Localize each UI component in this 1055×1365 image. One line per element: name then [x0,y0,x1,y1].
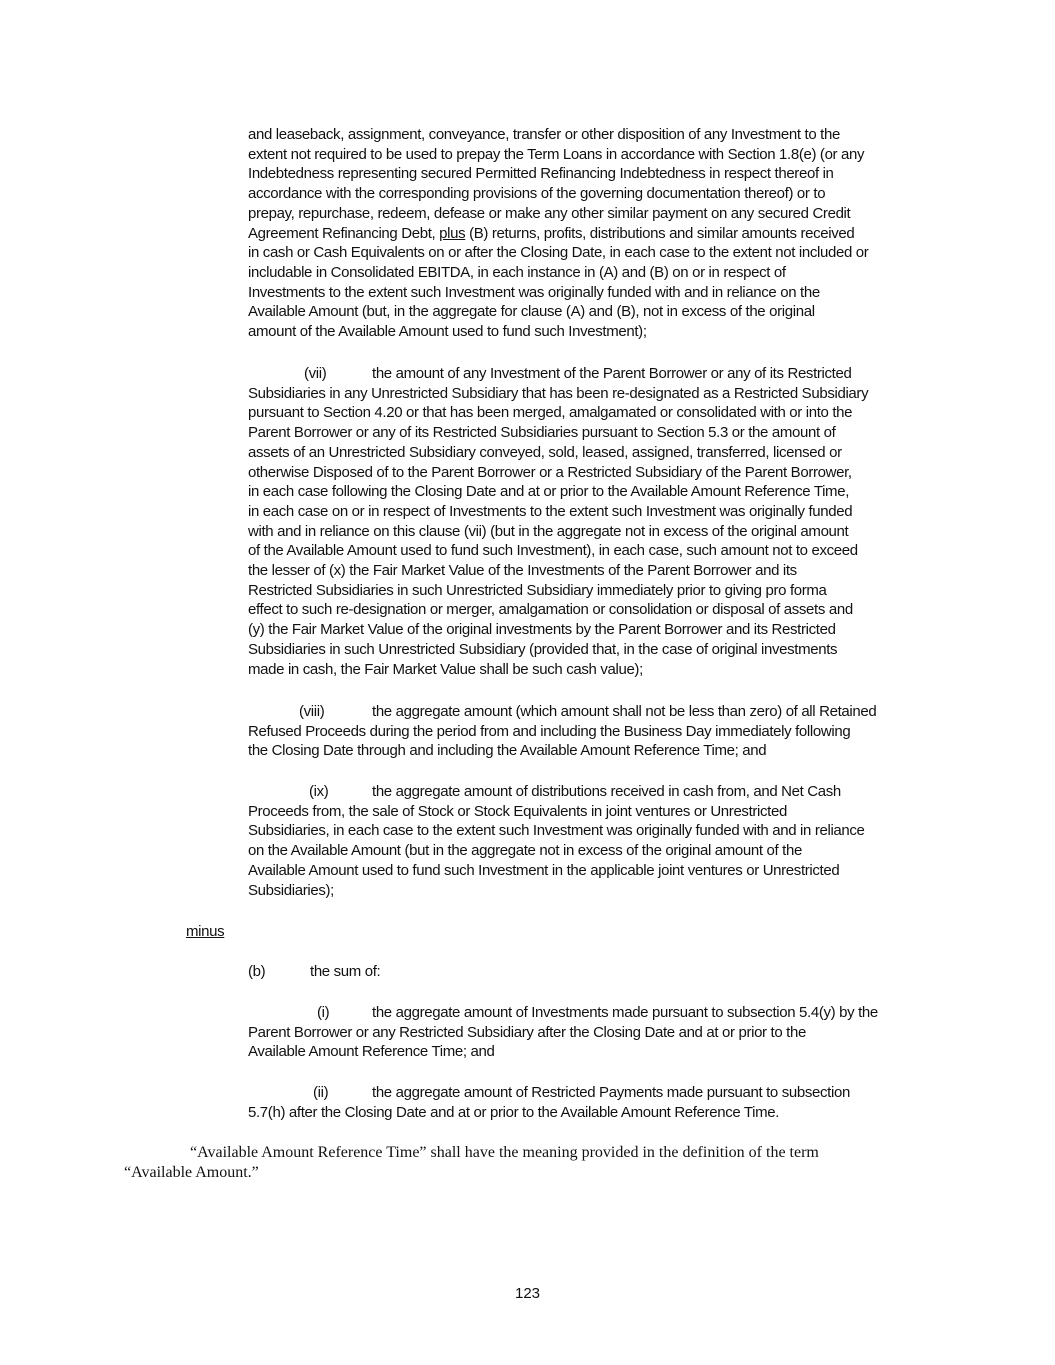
clause-ix [248,782,865,900]
clause-viii [248,702,876,761]
text-line: Subsidiaries, in each case to the extent such Investment was originally funded with and in reliance [248,822,865,840]
text-line: otherwise Disposed of to the Parent Borrower or a Restricted Subsidiary of the Parent Borrower, [248,463,852,481]
text-line: assets of an Unrestricted Subsidiary conveyed, sold, leased, assigned, transferred, licensed or [248,443,842,461]
text-segment: (B) returns, profits, distributions and similar amounts received [465,224,855,242]
text-line: the lesser of (x) the Fair Market Value of the Investments of the Parent Borrower and its [248,562,797,580]
clause-text: the aggregate amount of distributions received in cash from, and Net Cash [372,783,841,800]
text-line: in each case on or in respect of Investments to the extent such Investment was originally funded [248,502,853,520]
text-line: Indebtedness representing secured Permitted Refinancing Indebtedness in respect thereof in [248,165,834,183]
minus-connector [186,922,224,942]
text-line: Investments to the extent such Investment was originally funded with and in reliance on the [248,283,820,301]
clause-b [248,962,380,982]
clause-number: (ix) [309,783,329,800]
plus-underlined: plus [439,224,466,242]
text-line: pursuant to Section 4.20 or that has been merged, amalgamated or consolidated with or into the [248,404,853,422]
text-line: on the Available Amount (but in the aggregate not in excess of the original amount of the [248,842,802,860]
text-line [248,224,868,244]
text-line: includable in Consolidated EBITDA, in each instance in (A) and (B) on or in respect of [248,263,786,281]
definition-line: “Available Amount.” [124,1164,259,1181]
text-line: Refused Proceeds during the period from and including the Business Day immediately following [248,722,851,740]
clause-text: the aggregate amount of Investments made pursuant to subsection 5.4(y) by the [372,1004,878,1021]
definition-line: “Available Amount Reference Time” shall have the meaning provided in the definition of the term [190,1144,819,1161]
paragraph-continuation [248,125,868,342]
text-line: extent not required to be used to prepay the Term Loans in accordance with Section 1.8(e) (or any [248,145,865,163]
clause-first-line [248,702,876,722]
text-line: made in cash, the Fair Market Value shall be such cash value); [248,660,643,678]
text-line: in each case following the Closing Date and at or prior to the Available Amount Reference Time, [248,483,850,501]
text-line: (y) the Fair Market Value of the original investments by the Parent Borrower and its Restricted [248,621,836,639]
clause-ii [248,1083,850,1122]
clause-number: (ii) [313,1084,329,1101]
text-line: accordance with the corresponding provisions of the governing documentation thereof) or to [248,185,826,203]
text-line: prepay, repurchase, redeem, defease or make any other similar payment on any secured Credit [248,204,851,222]
clause-first-line [248,782,865,802]
text-line: with and in reliance on this clause (vii) (but in the aggregate not in excess of the original amount [248,522,849,540]
minus-underlined: minus [186,923,225,940]
clause-number: (viii) [299,703,325,720]
text-line: in cash or Cash Equivalents on or after the Closing Date, in each case to the extent not included or [248,244,869,262]
clause-text: the amount of any Investment of the Parent Borrower or any of its Restricted [372,365,852,382]
clause-text: the aggregate amount (which amount shall not be less than zero) of all Retained [372,703,877,720]
text-line: Available Amount Reference Time; and [248,1043,495,1061]
clause-number: (b) [248,963,266,980]
text-line: Subsidiaries); [248,881,334,899]
text-line: amount of the Available Amount used to fund such Investment); [248,323,647,341]
text-line: Available Amount used to fund such Investment in the applicable joint ventures or Unrestricted [248,861,840,879]
clause-first-line [248,1083,850,1103]
clause-first-line [248,1003,878,1023]
text-line: Subsidiaries in such Unrestricted Subsidiary (provided that, in the case of original investments [248,640,838,658]
text-line: effect to such re-designation or merger, amalgamation or consolidation or disposal of assets and [248,601,853,619]
text-line: Parent Borrower or any of its Restricted Subsidiaries pursuant to Section 5.3 or the amount of [248,424,836,442]
clause-number: (i) [317,1004,330,1021]
text-line: Restricted Subsidiaries in such Unrestricted Subsidiary immediately prior to giving pro forma [248,581,827,599]
clause-text: the aggregate amount of Restricted Payments made pursuant to subsection [372,1084,850,1101]
text-line: of the Available Amount used to fund such Investment), in each case, such amount not to exceed [248,542,858,560]
text-line: the Closing Date through and including the Available Amount Reference Time; and [248,742,767,760]
clause-text: the sum of: [310,963,381,980]
clause-vii [248,364,868,679]
page-number: 123 [514,1285,541,1302]
text-line: Proceeds from, the sale of Stock or Stock Equivalents in joint ventures or Unrestricted [248,802,787,820]
text-line: Parent Borrower or any Restricted Subsidiary after the Closing Date and at or prior to the [248,1023,806,1041]
text-segment: Agreement Refinancing Debt, [248,224,440,242]
text-line: Subsidiaries in any Unrestricted Subsidiary that has been re-designated as a Restricted Subsidiary [248,384,869,402]
text-line: Available Amount (but, in the aggregate for clause (A) and (B), not in excess of the original [248,303,815,321]
text-line: 5.7(h) after the Closing Date and at or prior to the Available Amount Reference Time. [248,1103,780,1121]
clause-i [248,1003,878,1062]
definition-paragraph [124,1143,819,1183]
clause-number: (vii) [304,365,327,382]
text-line: and leaseback, assignment, conveyance, transfer or other disposition of any Investment to the [248,126,840,143]
clause-first-line [248,364,868,384]
